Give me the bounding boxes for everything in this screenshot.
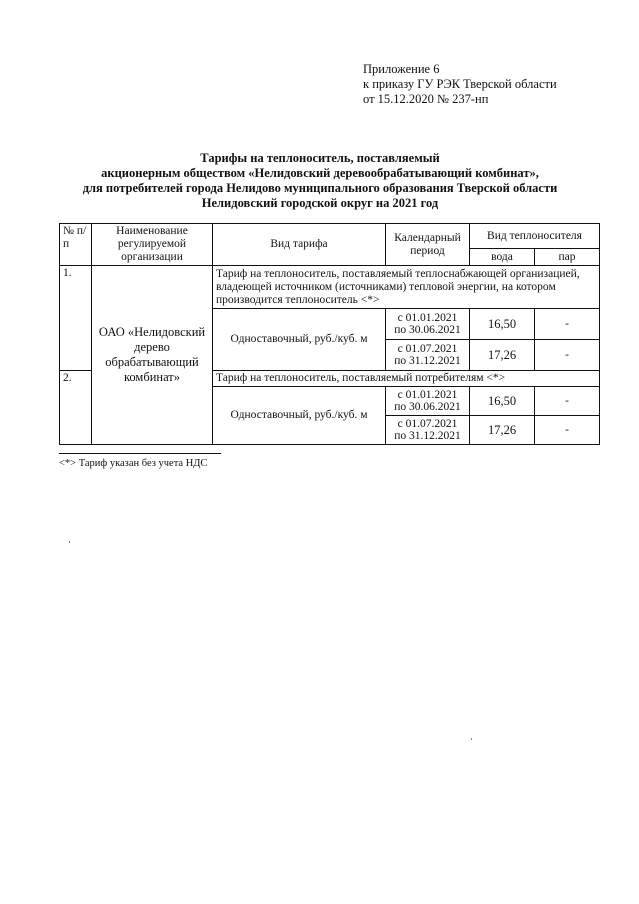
period-cell — [386, 416, 470, 445]
period-from: с 01.01.2021 — [397, 389, 458, 401]
period-to: по 31.12.2021 — [394, 355, 461, 367]
water-value: 16,50 — [470, 387, 535, 416]
water-value: 16,50 — [470, 309, 535, 340]
header-num: № п/п — [60, 224, 92, 266]
header-steam: пар — [535, 249, 600, 266]
footnote: <*> Тариф указан без учета НДС — [59, 458, 208, 469]
header-tariff-type: Вид тарифа — [213, 224, 386, 266]
steam-value: - — [535, 387, 600, 416]
period-cell — [386, 387, 470, 416]
appendix-reference — [363, 62, 623, 107]
header-water: вода — [470, 249, 535, 266]
period-cell — [386, 309, 470, 340]
water-value: 17,26 — [470, 416, 535, 445]
period-from: с 01.01.2021 — [397, 312, 458, 324]
tariff-description: Тариф на теплоноситель, поставляемый потребителям <*> — [213, 371, 600, 387]
tariff-kind: Одноставочный, руб./куб. м — [213, 309, 386, 371]
footnote-divider — [59, 453, 221, 454]
steam-value: - — [535, 340, 600, 371]
organization-name: ОАО «Нелидовский дерево обрабатывающий комбинат» — [92, 266, 213, 445]
period-from: с 01.07.2021 — [397, 343, 458, 355]
appendix-line-3: от 15.12.2020 № 237-нп — [363, 92, 489, 106]
header-period: Календарный период — [386, 224, 470, 266]
steam-value: - — [535, 416, 600, 445]
period-from: с 01.07.2021 — [397, 418, 458, 430]
tariff-kind: Одноставочный, руб./куб. м — [213, 387, 386, 445]
title-line-4: Нелидовский городской округ на 2021 год — [201, 196, 439, 210]
row-number: 2. — [60, 371, 92, 445]
row-number: 1. — [60, 266, 92, 371]
header-organization: Наименование регулируемой организации — [92, 224, 213, 266]
period-to: по 30.06.2021 — [394, 401, 461, 413]
title-line-2: акционерным обществом «Нелидовский деревообрабатывающий комбинат», — [101, 166, 539, 180]
appendix-line-1: Приложение 6 — [363, 62, 440, 76]
period-to: по 31.12.2021 — [394, 430, 461, 442]
title-line-1: Тарифы на теплоноситель, поставляемый — [200, 151, 440, 165]
header-heat-carrier: Вид теплоносителя — [470, 224, 600, 249]
appendix-line-2: к приказу ГУ РЭК Тверской области — [363, 77, 557, 91]
steam-value: - — [535, 309, 600, 340]
water-value: 17,26 — [470, 340, 535, 371]
scan-speck — [471, 738, 472, 740]
period-to: по 30.06.2021 — [394, 324, 461, 336]
table-row — [60, 266, 600, 309]
document-title — [40, 151, 600, 211]
period-cell — [386, 340, 470, 371]
scan-speck — [69, 541, 70, 543]
tariff-description: Тариф на теплоноситель, поставляемый теплоснабжающей организацией, владеющей источником (источниками) тепловой энергии, на котором производится теплоноситель <*> — [213, 266, 600, 309]
tariff-table — [59, 223, 600, 445]
title-line-3: для потребителей города Нелидово муниципального образования Тверской области — [82, 181, 558, 195]
